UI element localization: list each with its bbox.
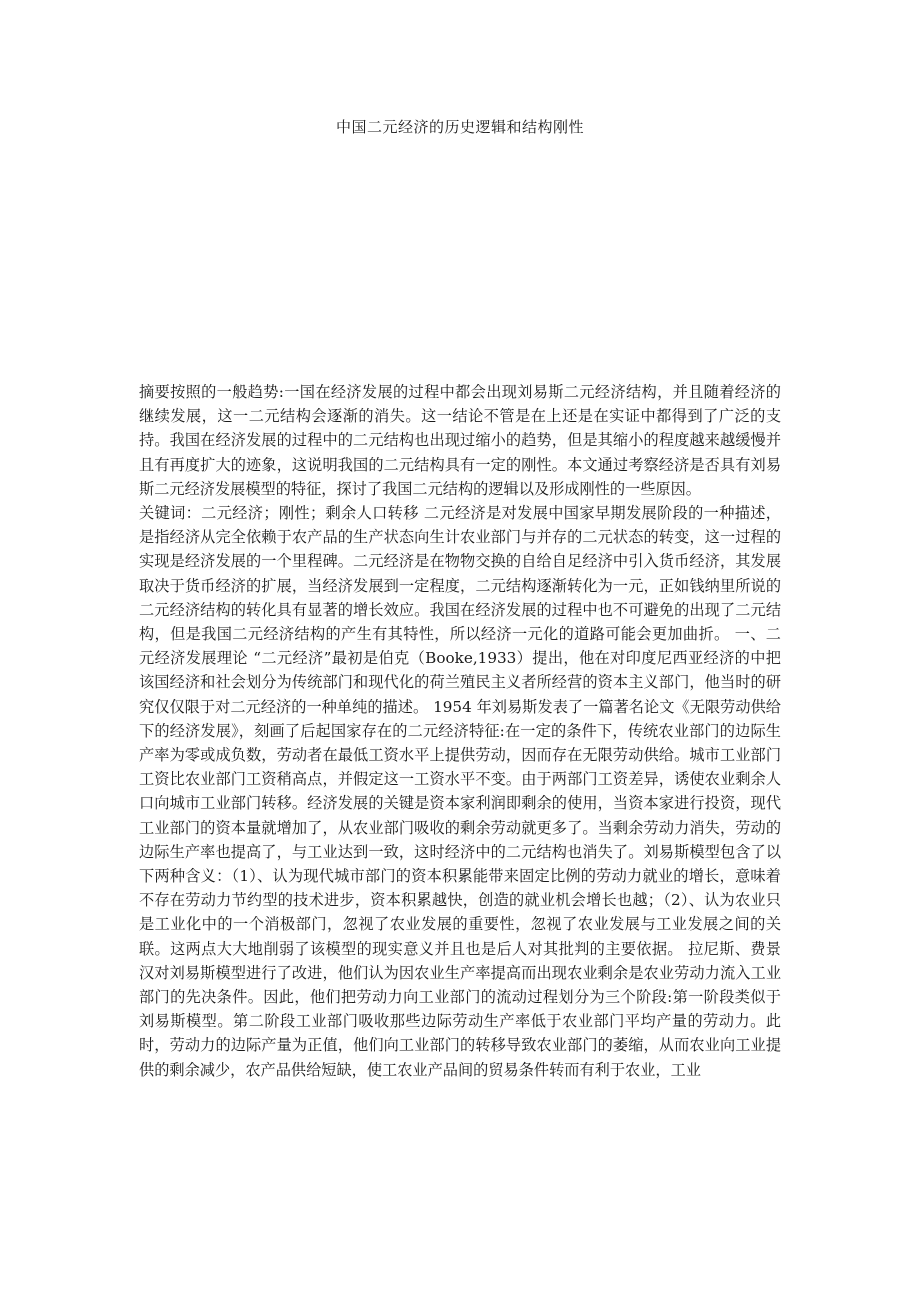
document-title: 中国二元经济的历史逻辑和结构刚性 xyxy=(335,118,584,136)
abstract-paragraph: 摘要按照的一般趋势:一国在经济发展的过程中都会出现刘易斯二元经济结构，并且随着经济的继续发展，这一二元结构会逐渐的消失。这一结论不管是在上还是在实证中都得到了广泛的支持。我国在经济发展的过程中的二元结构也出现过缩小的趋势，但是其缩小的程度越来越缓慢并且有再度扩大的迹象，这说明我国的二元结构具有一定的刚性。本文通过考察经济是否具有刘易斯二元经济发展模型的特征，探讨了我国二元结构的逻辑以及形成刚性的一些原因。 xyxy=(139,383,781,498)
document-body xyxy=(139,380,781,1082)
body-paragraph: 关键词：二元经济；刚性；剩余人口转移 二元经济是对发展中国家早期发展阶段的一种描述，是指经济从完全依赖于农产品的生产状态向生计农业部门与并存的二元状态的转变，这一过程的实现是经济发展的一个里程碑。二元经济是在物物交换的自给自足经济中引入货币经济，其发展取决于货币经济的扩展，当经济发展到一定程度，二元结构逐渐转化为一元，正如钱纳里所说的二元经济结构的转化具有显著的增长效应。我国在经济发展的过程中也不可避免的出现了二元结构，但是我国二元经济结构的产生有其特性，所以经济一元化的道路可能会更加曲折。 一、二元经济发展理论 “二元经济”最初是伯克（Booke,1933）提出，他在对印度尼西亚经济的中把该国经济和社会划分为传统部门和现代化的荷兰殖民主义者所经营的资本主义部门，他当时的研究仅仅限于对二元经济的一种单纯的描述。 1954 年刘易斯发表了一篇著名论文《无限劳动供给下的经济发展》，刻画了后起国家存在的二元经济特征:在一定的条件下，传统农业部门的边际生产率为零或成负数，劳动者在最低工资水平上提供劳动，因而存在无限劳动供给。城市工业部门工资比农业部门工资稍高点，并假定这一工资水平不变。由于两部门工资差异，诱使农业剩余人口向城市工业部门转移。经济发展的关键是资本家利润即剩余的使用，当资本家进行投资，现代工业部门的资本量就增加了，从农业部门吸收的剩余劳动就更多了。当剩余劳动力消失，劳动的边际生产率也提高了，与工业达到一致，这时经济中的二元结构也消失了。刘易斯模型包含了以下两种含义：（1）、认为现代城市部门的资本积累能带来固定比例的劳动力就业的增长，意味着不存在劳动力节约型的技术进步，资本积累越快，创造的就业机会增长也越；（2）、认为农业只是工业化中的一个消极部门，忽视了农业发展的重要性，忽视了农业发展与工业发展之间的关联。这两点大大地削弱了该模型的现实意义并且也是后人对其批判的主要依据。 拉尼斯、费景汉对刘易斯模型进行了改进，他们认为因农业生产率提高而出现农业剩余是农业劳动力流入工业部门的先决条件。因此，他们把劳动力向工业部门的流动过程划分为三个阶段:第一阶段类似于刘易斯模型。第二阶段工业部门吸收那些边际劳动生产率低于农业部门平均产量的劳动力。此时，劳动力的边际产量为正值，他们向工业部门的转移导致农业部门的萎缩，从而农业向工业提供的剩余减少，农产品供给短缺，使工农业产品间的贸易条件转而有利于农业，工业 xyxy=(139,504,781,1079)
